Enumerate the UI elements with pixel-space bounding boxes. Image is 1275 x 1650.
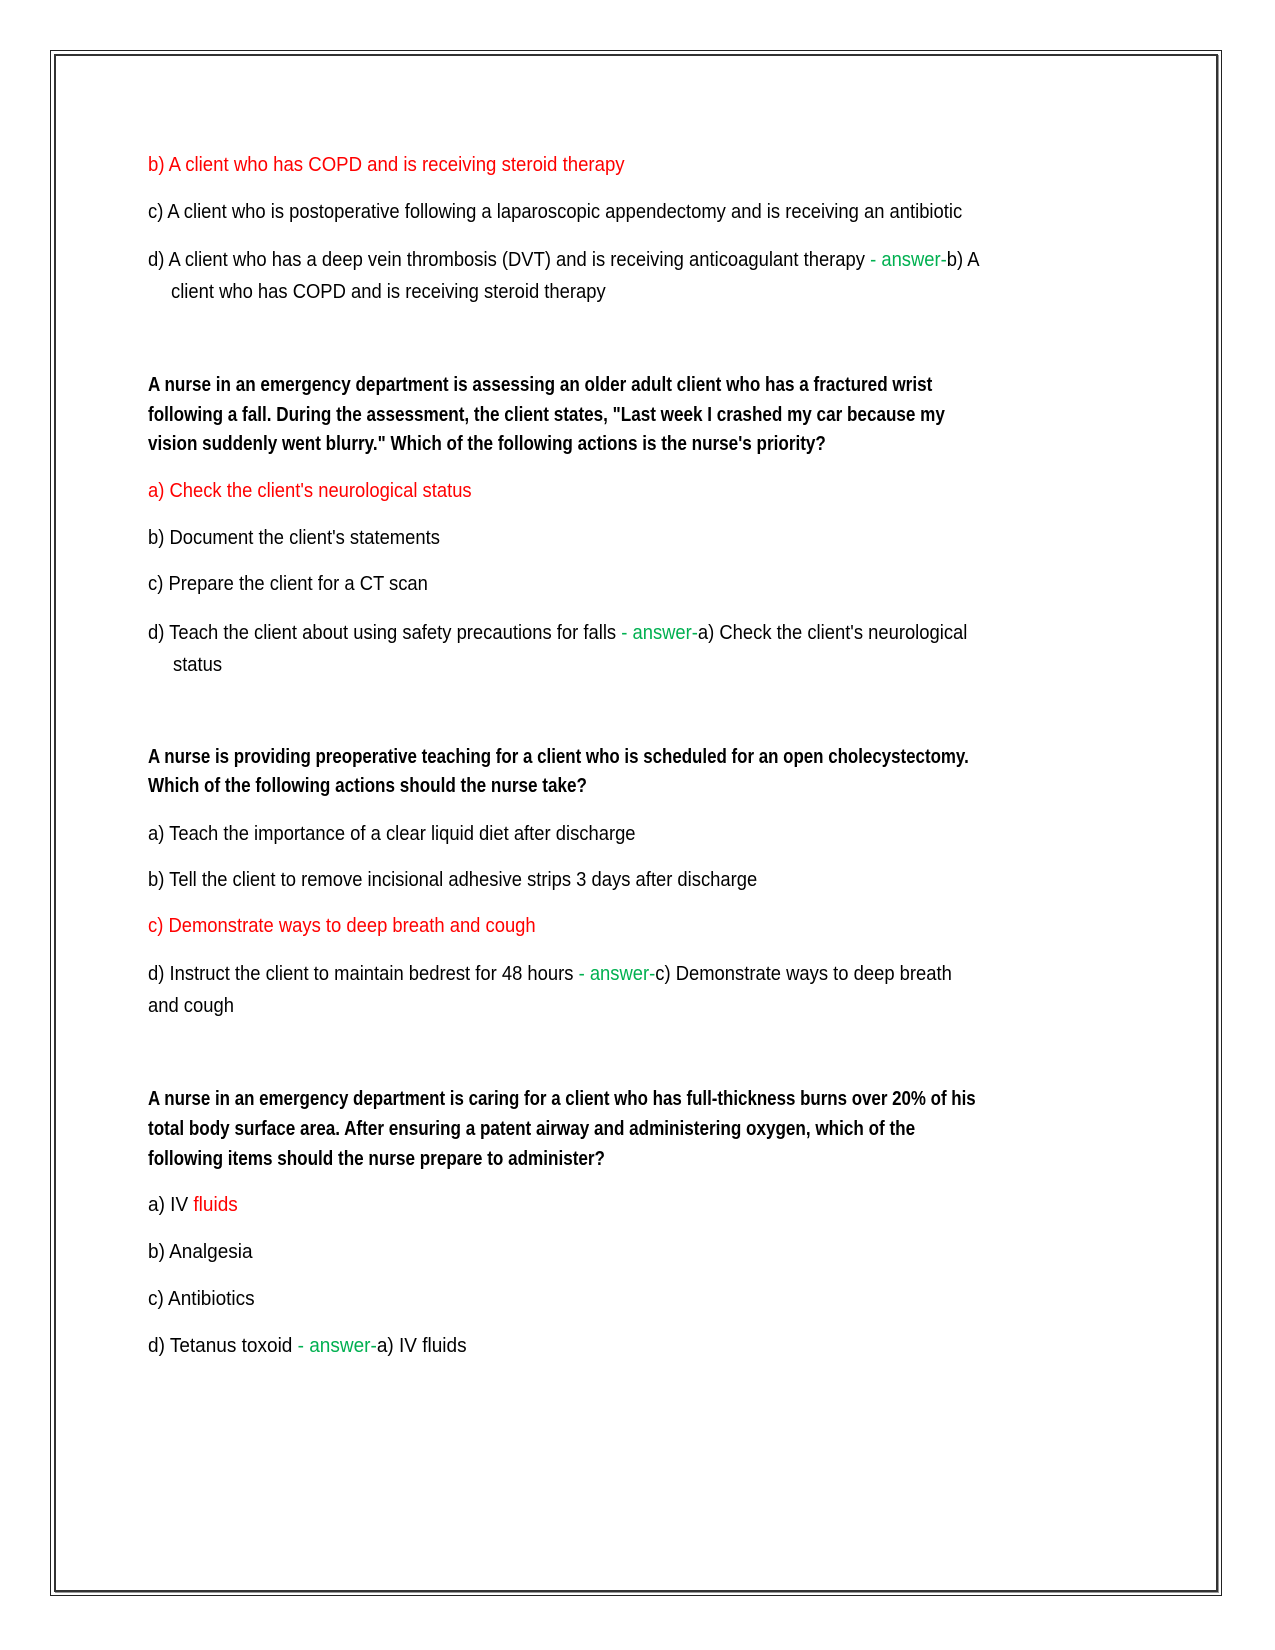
block4-question-line-3: following items should the nurse prepare to administer? — [148, 1148, 606, 1170]
block1-answer-continuation: client who has COPD and is receiving steroid therapy — [171, 281, 606, 303]
block3-answer-continuation: and cough — [148, 995, 234, 1017]
answer-marker: - answer- — [616, 622, 698, 644]
answer-value: c) Demonstrate ways to deep breath — [655, 963, 952, 985]
block4-question-line-2: total body surface area. After ensuring a patent airway and administering oxygen, which of the — [148, 1118, 916, 1140]
block4-option-b: b) Analgesia — [148, 1241, 253, 1263]
block2-question-line-1: A nurse in an emergency department is assessing an older adult client who has a fractured wrist — [148, 374, 933, 396]
block2-option-b: b) Document the client's statements — [148, 527, 440, 549]
block4-question-line-1: A nurse in an emergency department is caring for a client who has full-thickness burns over 20% of his — [148, 1088, 976, 1110]
block4-option-d — [148, 1334, 467, 1358]
block2-question-line-3: vision suddenly went blurry." Which of the following actions is the nurse's priority? — [148, 433, 826, 455]
option-d-text: d) A client who has a deep vein thrombosis (DVT) and is receiving anticoagulant therapy — [148, 249, 865, 271]
block3-option-d — [148, 962, 952, 986]
answer-value: a) IV fluids — [376, 1335, 467, 1357]
block2-option-c: c) Prepare the client for a CT scan — [148, 573, 428, 595]
block4-option-c: c) Antibiotics — [148, 1288, 255, 1310]
answer-value: b) A — [946, 249, 980, 271]
block3-option-c-correct: c) Demonstrate ways to deep breath and cough — [148, 915, 536, 937]
option-d-text: d) Instruct the client to maintain bedrest for 48 hours — [148, 963, 574, 985]
block3-option-b: b) Tell the client to remove incisional adhesive strips 3 days after discharge — [148, 869, 758, 891]
block3-option-a: a) Teach the importance of a clear liquid diet after discharge — [148, 823, 636, 845]
block2-answer-continuation: status — [173, 654, 223, 676]
block2-question-line-2: following a fall. During the assessment, the client states, "Last week I crashed my car because my — [148, 404, 945, 426]
block2-option-d — [148, 621, 967, 645]
answer-value: a) Check the client's neurological — [697, 622, 968, 644]
answer-marker: - answer- — [573, 963, 656, 985]
block3-question-line-2: Which of the following actions should the nurse take? — [148, 775, 587, 797]
block4-option-a — [148, 1193, 238, 1217]
answer-marker: - answer- — [864, 249, 947, 271]
option-d-text: d) Tetanus toxoid — [148, 1335, 293, 1357]
block2-option-a-correct: a) Check the client's neurological status — [148, 480, 472, 502]
block3-question-line-1: A nurse is providing preoperative teaching for a client who is scheduled for an open cholecystectomy. — [148, 746, 969, 768]
block1-option-c: c) A client who is postoperative following a laparoscopic appendectomy and is receiving an antibiotic — [148, 201, 963, 223]
option-a-highlight: fluids — [193, 1194, 238, 1216]
option-d-text: d) Teach the client about using safety precautions for falls — [148, 622, 617, 644]
option-a-prefix: a) IV — [148, 1194, 194, 1216]
block1-option-d — [148, 248, 980, 272]
answer-marker: - answer- — [292, 1335, 377, 1357]
block1-option-b-correct: b) A client who has COPD and is receiving steroid therapy — [148, 154, 625, 176]
